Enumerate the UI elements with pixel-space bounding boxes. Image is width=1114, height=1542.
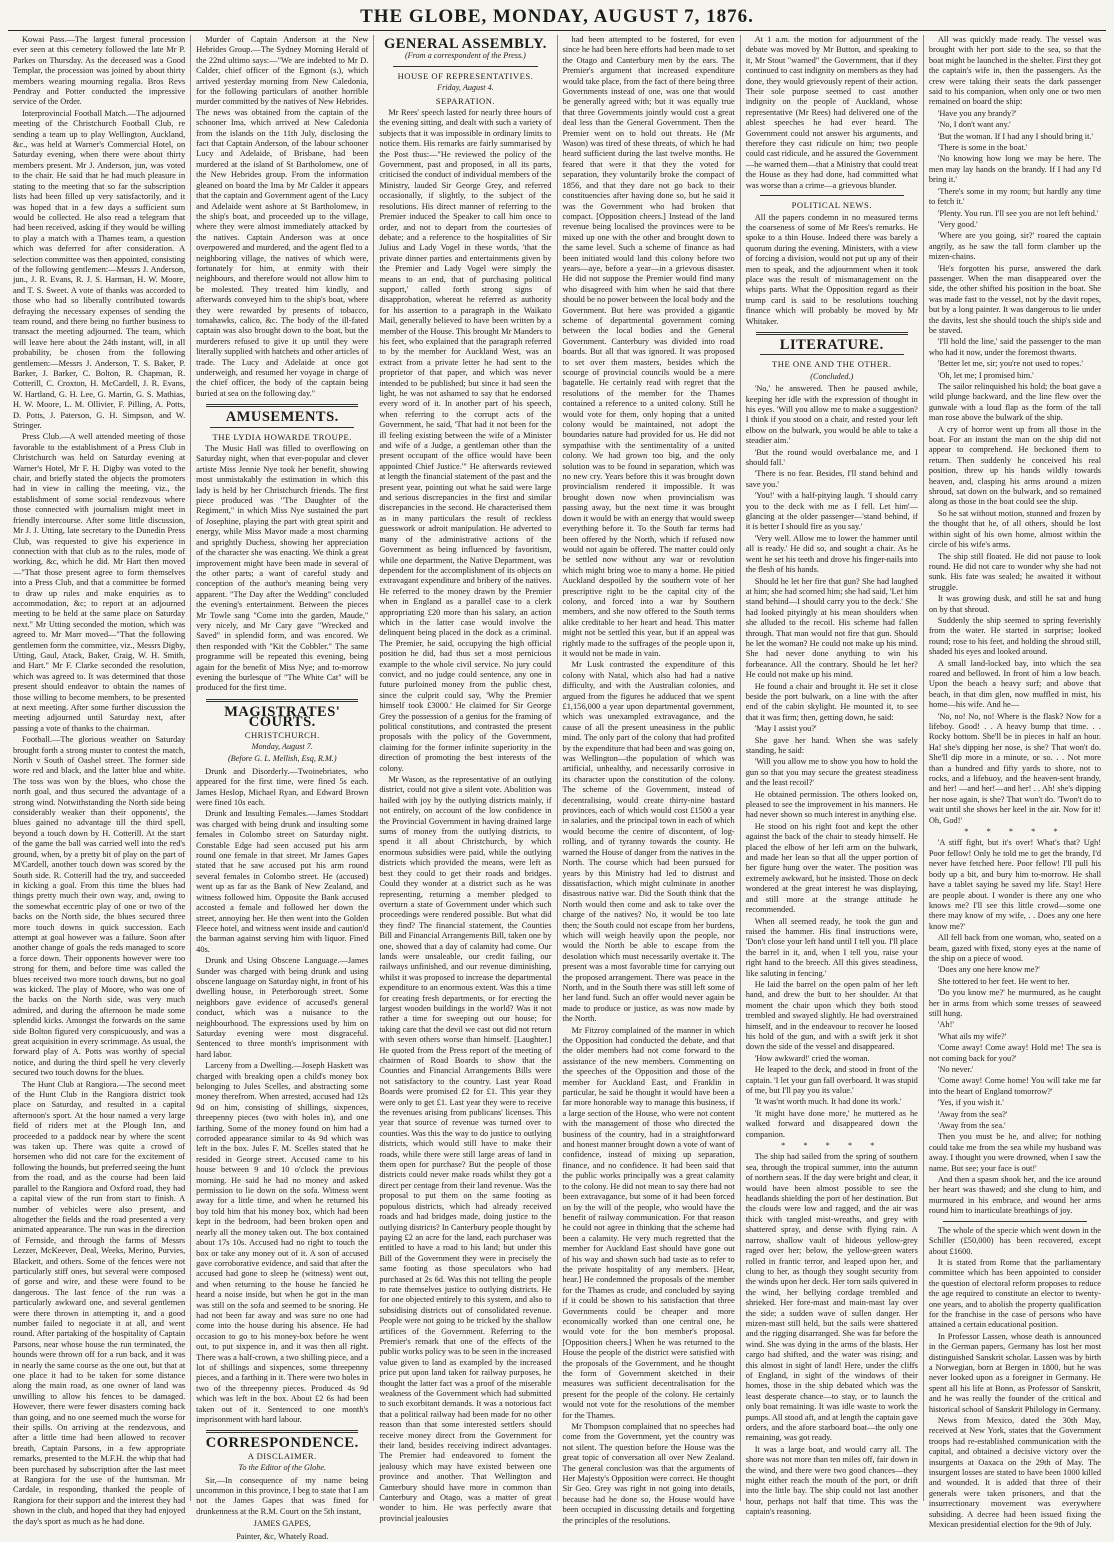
story-paragraph: 'He's forgotten his purse, answered the dark passenger. When the man disappeared over the side, the other shifted his position in the boat. She was made fast to the vessel, not by the davit ropes, but by a long painter. It was dangerous to lie under the davits, lest she should touch the ship's side and be staved. xyxy=(928,263,1102,335)
divider xyxy=(760,354,904,355)
news-mexico: News from Mexico, dated the 30th May, received at New York, states that the Government troops had re-established communication with the capital, and obtained a decisive victory over the insurgents at Oaxaca on the 29th of May. The insurgent losses are stated to have been 1000 killed and wounded. It is added that three of their generals were taken prisoners, and that the insurrectionary movement was everywhere subsiding. A decree had been issued fixing the Mexican presidential election for the 9th of July. xyxy=(928,1416,1102,1530)
story-paragraph: The ship still floated. He did not pause to look round. He did not care to wonder why she had not sunk. His fate was sealed; he awaited it without struggle. xyxy=(928,551,1102,592)
story-paragraph: A cry of horror went up from all those in the boat. For an instant the man on the ship did not appear to comprehend. He beckoned them to return. Then suddenly he conceived his real position, threw up his hands wildly towards heaven, and, clasping his arms around a mizen shroud, sat down on the bulwark, and so remained along as those in the boat could see the ship. xyxy=(928,424,1102,507)
story-paragraph: And then a spasm shook her, and the ice around her heart was thawed; and she clung to him, and murmured in his embrace, and wound her arms round him to inarticulate breathings of joy. xyxy=(928,1175,1102,1216)
story-paragraph: Then you must be he, and alive; for nothing could take me from the sea while my husband was away. I thought you were drowned, when I saw the name. But see; your face is out!' xyxy=(928,1132,1102,1173)
court-drunk-disorderly: Drunk and Disorderly.—Twoinebriates, who appeared for the first time, were fined 5s each. James Heslop, Michael Ryan, and Edward Brown were fined 10s each. xyxy=(196,766,369,808)
story-paragraph: 'There's some in my room; but hardly any time to fetch it.' xyxy=(928,186,1102,207)
story-paragraph: 'But the round would overbalance me, and I should fall.' xyxy=(745,447,918,468)
story-title: THE ONE AND THE OTHER. xyxy=(772,359,892,370)
story-paragraph: 'Come away! Come away! Hold me! The sea is not coming back for you?' xyxy=(928,1043,1102,1063)
story-paragraph: The sailor relinquished his hold; the boat gave a wild plunge backward, and the line flew over the gunwale with a loud flap as the form of the tall man rose above the bulwark of the ship. xyxy=(928,382,1102,423)
section-heading-amusements: AMUSEMENTS. xyxy=(225,409,339,426)
subheading-christchurch: CHRISTCHURCH. xyxy=(244,729,320,740)
story-paragraph: He leaped to the deck, and stood in front of the captain. 'I let your gun fall overboard. It was stupid of me, but I'll pay you its value.' xyxy=(745,1065,918,1095)
masthead: THE GLOBE, MONDAY, AUGUST 7, 1876. xyxy=(8,4,1106,31)
column-5 xyxy=(741,35,924,1517)
adjournment-debate: At 1 a.m. the motion for adjournment of the debate was moved by Mr Button, and speaking to it, Mr Stout "warned" the Government, that if they continued to cast indignity on members as they had done, they would grievously repent of their action. Their sole purpose seemed to cast another indignity on the people of Auckland, whose representative (Mr Rees) had delivered one of the ablest speeches he had ever heard. The Government could not answer his arguments, and therefore they cast ridicule on him; two people could cast ridicule, and he assured the Government—he warned them—that a Ministry that could treat the House as they had done, had committed what was worse than a crime—a grievous blunder. xyxy=(745,35,918,190)
speech-fitzroy: Mr Fitzroy complained of the manner in which the Opposition had conducted the debate, and that the older members had not come forward to the assistance of the new members. Commenting on the speeches of the Opposition and those of the member for Auckland East, and Franklin in particular, he said he thought it would have been a far more honorable way to manage this business, if a large section of the House, who were not content with the management of those who directed the business of the country, had in a straightforward and honest manner brought down a vote of want of confidence, instead of mixing up separation, finance, and no confidence. It had been said that the public works principally was a great calamity to the colony. He did not mean to say there had not been extravagance, but some of it had been forced on by the will of the people, who would have the benefit of railway communication. For that reason he could not agree in thinking that the scheme had been a calamity. He very much regretted that the member for Auckland East should have gone out of his way and shown such bad taste as to refer to the private hospitality of any members. [Hear, hear.] He condemned the proposals of the member for the Thames as crude, and concluded by saying if it could be shown to his satisfaction that three Governments could be cheaper and more economically worked than one central one, he would vote for the bon member's proposal. [Opposition cheers.] When he was returned to the House the people of the district were satisfied with the proposals of the Government, and he thought the form of Government sketched in their measures was sufficient decentralisation for the present for the people of the colony. He certainly would not vote for the resolutions of the member for the Thames. xyxy=(562,1025,735,1420)
story-paragraph: 'But the woman. If I had any I should bring it.' xyxy=(937,131,1093,141)
column-3 xyxy=(374,35,557,1523)
column-6 xyxy=(924,35,1106,1530)
column-4 xyxy=(558,35,741,1525)
story-paragraph: 'Where are you going, sir?' roared the captain angrily, as he saw the tall form clamber up the mizen-chains. xyxy=(928,231,1102,262)
article-kowai-pass: Kowai Pass.—The largest funeral procession ever seen at this cemetery followed the late Mr P. Parkes on Thursday. As the deceased was a Good Templar, the procession was joined by about thirty members wearing mourning regalia. Bros Revs Pendray and Potter conducted the impressive service of the Order. xyxy=(13,35,186,107)
court-larceny: Larceny from a Dwelling.—Joseph Haskett was charged with breaking open a child's money box belonging to Jules Scelles, and abstracting some money therefrom. When arrested, accused had 12s 9d on him, consisting of shillings, sixpences, threepenny pieces (two with holes in), and one farthing. Some of the money found on him had a corroded appearance similar to 4s 9d which was left in the box. Jules F. M. Scelles stated that he resided in George street. Accused came to his house between 9 and 10 o'clock the previous morning. He said he had no money and asked permission to lie down on the sofa. Witness went away for a little time, and when he returned his boy told him that his money box, which had been kept in the bedroom, had been broken open and nearly all the money taken out. The box contained about 17s 10s. Accused had no right to touch the box or take any money out of it. A son of accused gave corroborative evidence, and said that after the accused had gone to sleep he (witness) went out, and when returning to the house he fancied he heard a noise inside, but when he got in the man was still on the sofa and seemed to be snoring. He had not been far away and was sure no one had come into the house during his absence. He had occasion to go to his money-box before he went out, to put sixpence in, and it was then all right. There was a half-crown, a two shilling piece, and a lot of shillings and sixpences, some threepenny pieces, and a farthing in it. There were two holes in two of the threepenny pieces. Produced 4s 9d which was left in the box. About £2 6s had been taken out of it. Sentenced to one month's imprisonment with hard labour. xyxy=(196,1061,369,1424)
divider xyxy=(756,332,908,335)
story-paragraph: So he sat without motion, stunned and frozen by the thought that he, of all others, should be lost within sight of his own home, almost within the circle of his wife's arms. xyxy=(928,508,1102,550)
speech-lusk: Mr Lusk contrasted the expenditure of this colony with Natal, which also had had a native difficulty, and with the Australian colonies, and argued from the figures he adduced that we spent £1,156,000 a year upon departmental government, which was unexampled extravagance, and the cause of all the present uneasiness in the public mind. The only part of the colony that had profited by the expenditure that had been and was going on, was Wellington—the population of which was artificial, unhealthy, and necessarily corrosive in its character upon the constitution of the colony. The scheme of the Government, instead of decentralising, would create thirty-nine bastard provinces, each of which would cost £1500 a year in salaries, and the principal town in each of which would become the centre of discontent, of log-rolling, and of tyranny towards the county. He warned the House of danger from the natives in the North. The course which had been pursued for years by this Ministry had led to distrust and dissatisfaction, which might culminate in another disastrous native war. Did the South think that the North would then come and ask to take over the charge of the natives? No, it would be too late then; the South could not escape from her burdens, which will weigh heavily upon the people, nor would the North be able to escape from the desolation which must necessarily overtake it. The present was a most favorable time for carrying out the proposed arrangement. There was peace in the North, and in the South there was still left some of her land fund. Such an offer would never again be made to produce or justice, as was now made by the North. xyxy=(562,660,735,1024)
section-heading-general-assembly: GENERAL ASSEMBLY. xyxy=(383,36,547,52)
story-paragraph: 'Does any one here know me?' xyxy=(937,965,1040,975)
story-paragraph: 'Very good.' xyxy=(937,219,978,229)
story-paragraph: 'May I assist you?' xyxy=(754,724,817,734)
story-paragraph: 'It might have done more,' he muttered as he walked forward and disappeared down the companion. xyxy=(745,1108,918,1139)
subheading-house: HOUSE OF REPRESENTATIVES. xyxy=(397,70,534,81)
story-paragraph: 'Oh, let me; I promised him.' xyxy=(937,370,1034,380)
divider xyxy=(206,1430,358,1433)
story-paragraph: 'There is no fear. Besides, I'll stand behind and save you.' xyxy=(745,469,918,489)
story-paragraph: 'Away from the sea?' xyxy=(937,1109,1008,1119)
to-editor: To the Editor of the Globe. xyxy=(238,1463,326,1473)
subheading-troupe: THE LYDIA HOWARDE TROUPE. xyxy=(212,431,352,442)
story-paragraph: It was growing dusk, and still he sat and hung on by that shroud. xyxy=(928,594,1102,614)
article-press-club: Press Club.—A well attended meeting of those favorable to the establishment of a Press Club in Christchurch was held on Saturday evening at Warner's Hotel, Mr F. H. Digby was voted to the chair, and briefly stated the objects the promoters had in view in calling the meeting, viz., the establishment of some social rendezvous where those connected with journalism might meet in friendly intercourse. After some little discussion, Mr J. J. Utting, late secretary to the Dunedin Press Club, was requested to give his experience in connection with that club as to the rules, mode of working, &c, which he did. Mr Hart then moved—"That those present agree to form themselves into a Press Club, and that a committee be formed to draw up rules and make enquiries as to accommodation, &c; to report at an adjourned meeting to be held at the same place on Saturday next." Mr Utting seconded the motion, which was agreed to. Mr Marr moved—"That the following gentlemen form the committee, viz., Messrs Digby, Utting, Gaul, Atack, Baker, Craig, W. H. Smith, and Hart." Mr F. Clarke seconded the resolution, which was agreed to. It was determined that those present should endeavor to obtain the names of those willing to become members, to be presented at next meeting. After some further discussion the meeting adjourned until Saturday next, after passing a vote of thanks to the chairman. xyxy=(13,432,186,733)
byline: (From a correspondent of the Press.) xyxy=(404,51,526,61)
speech-wason-continued: had been attempted to be fostered, for even since he had been here efforts had been made to set the Otago and Canterbury men by the ears. The Premier's argument that increased expenditure would take place, from the fact of there being three Governments instead of one, was one that would be generally agreed with; but it was equally true that three Governments jointly would cost a great deal less than the General Government. Then the Premier went on to hold out threats. He (Mr Wason) was tired of these threats, of which he had heard sufficient during the last twelve months. He feared that were it that they the voted for separation, they voluntarily broke the compact of 1856, and that they dare not go back to their constituencies after having done so, but he said it was the Government who had broken that compact. [Opposition cheers.] Instead of the land revenue being localised the provinces were to be mixed up one with the other and brought down to the same level. Such a scheme of finance as had been initiated would land this colony before two years—aye, before a year—in a grievous disaster. He did not suppose the Premier would find many who disagreed with him when he said that there should be no power between the local body and the Government. But here was provided a gigantic scheme of departmental government coming between the local bodies and the General Government. Canterbury was divided into road boards. But all that was ignored. It was proposed to set over them masters, besides which the scourge of provincial councils would be a mere bagatelle. He certainly read with regret that the resolutions of the member for the Thames contained a reference to a united colony. Still he would vote for them, only hoping that a united colony would be maintained, not adopt the boundaries nature had provided for us. He did not sympathise with the sentimentality of a united colony. We had grown too big, and the only solution was to be found in separation, which was no new cry. Years before this it was brought down provincialism rendered it impossible. It was brought down now when provincialism was passing away, but the next time it was brought down it would be with an energy that would sweep everything before it. To the South far terms had been offered by the North, which if refused now would not again be offered. The matter could only be settled now without any war or revolution which might bring woe to many a home. He pitied Auckland despoiled by the southern vote of her prescriptive right to be the capital city of the colony, and forced into a war by Southern members, and she now offered to the South terms alike creditable to her heart and head. This matter might not be settled this year, but if an appeal was rightly made to the suffrages of the people upon it, it would not be made in vain. xyxy=(562,35,735,658)
story-paragraph: 'Have you any brandy?' xyxy=(937,108,1017,118)
story-paragraph: All was quickly made ready. The vessel was brought with her port side to the sea, so that the boat might be launched in the shelter. First they got the captain's wife in, then the passengers. As the crew were taking their seats the dark passenger said to his companion, when only one or two men remained on board the ship: xyxy=(928,35,1102,107)
story-paragraph: 'No never.' xyxy=(937,1065,974,1074)
divider xyxy=(210,427,354,428)
story-paragraph: 'Yes, if you wish it.' xyxy=(937,1098,1004,1108)
story-paragraph: 'Will you allow me to show you how to hold the gun so that you may secure the greatest steadiness and the least recoil?' xyxy=(745,757,918,788)
article-murder-anderson: Murder of Captain Anderson at the New Hebrides Group.—The Sydney Morning Herald of the 22nd ultimo says:—"We are indebted to Mr D. Calder, chief officer of the Egmont (s.), which arrived yesterday morning from New Caledonia, for the following particulars of another horrible murder committed by the natives of New Hebrides. The news was obtained from the captain of the schooner Ima, which arrived at New Caledonia from the islands on the 11th July, disclosing the fact that Captain Anderson, of the labour schooner Lucy and Adelaide, of Brisbane, had been murdered at the island of St Bartholomew, one of the New Hebrides group. From the information gleaned on board the Ima by Mr Calder it appears that the captain and Government agent of the Lucy and Adelaide went ashore at St Bartholomew, in the ship's boat, and proceeded up to the village, where they were almost immediately attacked by the natives. Captain Anderson was at once overpowered and murdered, and the agent fled to a neighboring village, the natives of which were, fortunately for him, at enmity with their neighbours, and therefore would not allow him to be molested. They treated him kindly, and afterwards conveyed him to the ship's boat, where they were rewarded by presents of tobacco, tomahawks, calico, &c. The body of the ill-fated captain was also brought down to the boat, but the murderers refused to give it up until they were literally supplied with hatchets and other articles of trade. The Lucy and Adelaide at once got underweigh, and resumed her voyage in charge of the chief officer, the body of the captain being buried at sea on the following day." xyxy=(196,35,369,398)
story-paragraph: 'I'll hold the line,' said the passenger to the man who had it now, under the foremost thwarts. xyxy=(928,337,1102,357)
story-paragraph: 'Come away! Come home! You will take me far into the heart of England tomorrow?' xyxy=(928,1076,1102,1096)
divider xyxy=(393,66,537,67)
story-paragraph: 'No,' he answered. Then he paused awhile, keeping her idle with the expression of thought in his eyes. 'Will you allow me to make a suggestion? I think if you stood on a chair, and rested your left elbow on the bulwark, you would be able to take a steadier aim.' xyxy=(745,384,918,446)
court-date: Monday, August 7. xyxy=(251,742,313,751)
divider xyxy=(760,195,904,196)
column-1 xyxy=(8,35,191,1526)
story-paragraph: 'Do you know me?' he murmured, as he caught her in arms from which some tresses of seaweed still hung. xyxy=(928,988,1102,1018)
story-paragraph: A small land-locked bay, into which the sea roared and bellowed. In front of him a low beach. Upon the beach a heavy surf; and above that beach, in that dim glen, now muffled in mist, his home—his wife. And he— xyxy=(928,658,1102,710)
article-hunt-club: The Hunt Club at Rangiora.—The second meet of the Hunt Club in the Rangiora district took place on Saturday, and resulted in a capital afternoon's sport. At the hour named a very large field of riders met at the Plough Inn, and proceeded to a paddock near by where the scent was taken up. There was quite a crowd of horsemen who did not care for the excitement of following the hounds, but preferred seeing the hunt from the road, and as the course had been laid parallel to the Rangiora and Oxford road, they had a capital view of the run from start to finish. A number of vehicles were also present, and altogether the fields and the road presented a very animated appearance. The run was in the direction of Fernside, and through the farms of Messrs Lezzer, McKeever, Deal, Weeks, Merino, Purvies, Blackett, and others. Some of the fences were not particularly stiff ones, but several were composed of gorse and wire, and these were found to be dangerous. The last fence of the run was a particularly awkward one, and several gentlemen were there thrown in attempting it, and a good number failed to negociate it at all, and went round. After partaking of the hospitality of Captain Parsons, near whose house the run terminated, the hounds were thrown off for a run back, and it was in nearly the same course as the one out, but that at one place it had to be taken for some distance along the main road, as one owner of land was unwilling to allow his fences to be damaged. However, there were fewer disasters coming back than going, and no one seemed much the worse for their spills. On arriving at the rendezvous, and after a little time had been allowed to recover breath, Captain Parsons, in a few appropriate remarks, presented to the M.F.H. the whip that had been purchased by subscription after the last meet at Rangiora for the use of the huntsman. Mr Cardale, in responding, thanked the people of Rangiora for their support and the interest they had shown in the club, and hoped that they had enjoyed the day's sport as much as he had done. xyxy=(13,1079,186,1526)
court-obscene-language: Drunk and Using Obscene Language.—James Sunder was charged with being drunk and using obscene language on Saturday night, in front of his dwelling house, in Peterborough street. Some neighbors gave evidence of accused's general conduct, which was a nuisance to the neighbourhood. The expressions used by him on Saturday evening were most disgraceful. Sentenced to three month's imprisonment with hard labor. xyxy=(196,956,369,1059)
divider xyxy=(206,699,358,702)
court-before: (Before G. L. Mellish, Esq, R.M.) xyxy=(227,754,337,764)
story-paragraph: She tottered to her feet. He went to her. xyxy=(937,976,1070,986)
article-music-hall: The Music Hall was filled to overflowing on Saturday night, when that ever-popular and clever artiste Miss Jennie Nye took her benefit, showing most unmistakably the estimation in which this lady is held by her Christchurch friends. The first piece produced was "The Daughter of the Regiment," in which Miss Nye sustained the part of Josephine, playing the part with great spirit and energy, while Miss Mavor made a most charming and sprightly Duchess, showing her appreciation of the character she was enacting. We think a great improvement might have been made in several of the other parts; a want of careful study and conception of the author's meaning being very apparent. "The Day after the Wedding" concluded the evening's entertainment. Between the pieces Mr Towle sang "Come into the garden, Maude," very nicely, and Mr Cary gave "Wrecked and Saved" in splendid form, and was encored. We then responded with "Kit the Cobbler." The same programme will be repeated this evening, being again for the benefit of Miss Nye; and to-morrow evening the burlesque of "The White Cat" will be produced for the first time. xyxy=(196,444,369,693)
story-paragraph: Suddenly the ship seemed to spring feverishly from the water. He started in surprise; looked round; rose to his feet, and holding the shroud still, shaded his eyes and looked around. xyxy=(928,615,1102,657)
story-paragraph: He stood on his right foot and kept the other against the back of the chair to steady himself. He placed the elbow of her left arm on the bulwark, and made her lean so that all the upper portion of her figure hung over the water. The position was extremely awkward, but he insisted. Those on deck wondered at the great interest he was displaying, and still more at the strange attitude he recommended. xyxy=(745,821,918,915)
story-paragraph: She gave her hand. When she was safely standing, he said: xyxy=(745,735,918,755)
speech-thompson: Mr Thompson complained that no speeches had come from the Government, yet the country was not silent. The question before the House was the great topic of conversation all over New Zealand. The general conclusion was that the arguments of Her Majesty's Opposition were correct. He thought Sir Geo. Grey was right in not going into details, because had he done so, the House would have been occupied in discussing details and forgetting the principles of the resolutions. xyxy=(562,1422,735,1525)
story-paragraph: He obtained permission. The others looked on, pleased to see the improvement in his manners. He had never shown so much interest in anything else. xyxy=(745,789,918,820)
letter-signature: JAMES GAPES, xyxy=(253,1519,311,1529)
story-paragraph: 'What ails my wife?' xyxy=(937,1031,1007,1041)
article-football: Football.—The glorious weather on Saturday brought forth a strong muster to contest the match, North v South of Oashel street. The former side wore red and black, and the latter blue and white. The toss was won by the blues, who chose the north goal, and thus secured the advantage of a strong wind. Notwithstanding the North side being considerably weaker than their opponents', the blues gained no advantage till the third spell, beyond a touch down by H. Cotterill. At the start of the game the ball was carried well into the red's ground, when, by a pretty bit of play on the part of M'Cardell, another touch down was scored by the South side. R. Cotterill had the try, and succeeded in kicking a goal. From this time the blues had things pretty much their own way, and, owing to the somewhat eccentric play of one or two of the backs on the North side, the blues secured three more touch downs in quick succession. Each attempt at goal however was a failure. Soon after another change of goals the reds managed to score a force down. Their opponents however were too strong for them, and before time was called the blues received two more touch downs, but no goal was kicked. The play of Moore, who was one of the backs on the North side, was very much admired, and during the afternoon he made some splendid kicks. Amongst the forwards on the same side Bolton figured very conspicuously, and was a great acquisition in every scrimmage. As usual, the forward play of A. Potts was worthy of special notice, and during the third spell he very cleverly secured two touch downs for the blues. xyxy=(13,735,186,1078)
subheading-political-news: POLITICAL NEWS. xyxy=(791,200,872,211)
story-concluded: (Concluded.) xyxy=(810,371,854,381)
speech-rees: Mr Rees' speech lasted for nearly three hours of the evening sitting, and dealt with such a variety of subjects that it was impossible in ordinary limits to notice them. His remarks are fairly summarised by the Post thus:—"He reviewed the policy of the Government, past and proposed, in all its parts, criticised the conduct of individual members of the Ministry, lauded Sir George Grey, and referred occasionally, if slightly, to the subject of the resolutions. His direct manner of referring to the Premier induced the Speaker to call him once to order, and not to depart from the courtesies of debate; and a reference to the hospitalities of Sir Julius and Lady Vogel in these words, 'that the private dinner parties and entertainments given by the Premier and Lady Vogel were simply the means to an end, that of purchasing political support,' called forth strong signs of disapprobation, whereat he referred as authority for his assertion to a paragraph in the Waikato Mail, generally believed to have been written by a member of the House. This brought Mr Manders to his feet, who explained that the paragraph referred to by the member for Auckland West, was an extract from a private letter he had sent to the proprietor of that paper, and which was never intended to be published; but since it had seen the light, he was not ashamed to say that he endorsed every word of it. In another part of his speech, when referring to the corrupt acts of the Government, he said, 'That had it not been for the ill feeling existing between the wife of a Minister and wife of a Judge, a gentleman other than the present occupant of the office would have been appointed Chief Justice.'" He afterwards reviewed at length the financial statement of the past and the present year, pointing out what he said were large and serious discrepancies in the first and similar discrepancies in the second. He characterised them as in many particulars the result of reckless guesswork or adroit manipulation. He adverted to many of the administrative actions of the Government as being influenced by favoritism, while one department, the Native Department, was dependent for the accomplishment of its objects on extravagant expenditure and bribery of the natives. He referred to the money drawn by the Premier when in England as a parallel case to a clerk appropriating £20 more than his salary, an action which in the latter case would involve the delinquent being placed in the dock as a criminal. The Premier, he said, occupying the high official position he did, had thus set a most pernicious example to the whole civil service. No jury could convict, and no judge could sentence, any one in future purloined money from the public chest, since the culprit could say, 'Why the Premier himself took £3000.' He claimed for Sir George Grey the possession of a genius for the framing of political constitutions, and contrasted the present proposals with the policy of the Government, claiming for the former infinite superiority in the direction of promoting the best interests of the colony. xyxy=(379,108,552,773)
column-2 xyxy=(191,35,374,1541)
news-rome-reform: It is stated from Rome that the parliamentary committee which has been appointed to consider the question of electoral reform proposes to reduce the age required to constitute an elector to twenty-one years, and to abolish the property qualification for the franchise in the case of persons who have attained a certain educational position. xyxy=(928,1257,1102,1330)
story-paragraph: 'It was'nt worth much. It had done its work.' xyxy=(754,1097,902,1107)
story-paragraph: He laid the barrel on the open palm of her left hand, and drew the butt to her shoulder. At that moment the chair upon which they both stood trembled and swayed slightly. He had overstrained himself, and in the endeavour to recover he loosed his hold of the gun, and with a swift jerk it shot down the side of the vessel and disappeared. xyxy=(745,979,918,1052)
story-paragraph: 'Away from the sea.' xyxy=(937,1121,1006,1131)
story-paragraph: 'Very well. Allow me to lower the hammer until all is ready.' He did so, and sought a chair. As he went he set his teeth and drove his finger-nails into the flesh of his hands. xyxy=(745,533,918,575)
story-paragraph: When all seemed ready, he took the gun and raised the hammer. His final instructions were, 'Don't close your left hand until I tell you. I'll place the barrel in it, and, when I tell you, raise your right hand to the breech. All this gives steadiness, like saluting in fencing.' xyxy=(745,916,918,978)
story-paragraph: It was a large boat, and would carry all. The shore was not more than ten miles off, fair down in the wind, and there were two good chances—they might either reach the mouth of the port, or drift into the little bay. The ship could not last another hour, perhaps not half that time. This was the captain's reasoning. xyxy=(745,1444,918,1517)
section-heading-correspondence: CORRESPONDENCE. xyxy=(205,1435,359,1452)
section-heading-literature: LITERATURE. xyxy=(779,336,884,353)
story-paragraph: The ship had sailed from the spring of southern sea, through the tropical summer, into the autumn of northern seas. If the day were bright and clear, it would have been almost possible to see the headlands shielding the port of her destination. But the clouds were low and ragged, and the air was thick with tangled mist-wreaths, and grey with shattered spray, and dense with flying rain. A narrow, shallow vault of hideous yellow-grey raged over her; below, the yellow-green waters rolled in frantic terror, and leaped upon her, and clung to her, as though they sought security from the winds upon her deck. Her torn sails quivered in the wind, her bellying cordage trembled and shrieked. Her fore-mast and main-mast lay over the side; a sudden wave of sullen danger. Her mizen-mast still held, but the sails were shattered and the rigging disarranged. She was far before the wind. She was dying in the arms of the blasts. Her cargo had shifted, and the water was rising; and this almost in sight of land! Here, under the cliffs of England, in sight of the windows of their homes, those in the ship debated which was the least desperate chance—to stay, or to launch the only boat remaining. It was idle waste to work the pumps. All stood aft, and at length the captain gave orders, and the afore starboard boat—the only one remaining, was got ready. xyxy=(745,1152,918,1443)
divider xyxy=(943,1221,1087,1222)
story-paragraph: 'Better let me, sir; you're not used to ropes.' xyxy=(937,359,1083,369)
story-paragraph: 'Ah!' xyxy=(937,1020,954,1030)
story-paragraph: 'No, no! No, no! Where is the flask? Now for a lifeboy. Good! . . A heavy bump that time. . . Rocky bottom. She'll be in pieces in half an hour. Ha! she's dipping her nose, is she? That won't do. She'll dip more in a minute, or so. . . Not more than a hundred and fifty yards to shore, not to rocks, and a lifebuoy, and the heaven-sent brandy, and her! —and her!—and her! . . Ah! she's dipping her nose again, is she? That won't do. 'Twon't do to wait until she shows her keel in the air. Now for it! Oh, God!' xyxy=(928,711,1102,825)
subheading-separation: SEPARATION. xyxy=(435,95,496,106)
story-paragraph: 'No, I don't want any.' xyxy=(937,120,1011,130)
subheading-disclaimer: A DISCLAIMER. xyxy=(247,1450,317,1461)
story-paragraph: Should he let her fire that gun? She had laughed at him; she had scorned him; she had said, 'Let him stand behind—I should carry you to the deck.' She had looked pityingly at his mean shoulders when she alluded to the recoil. His scheme had fallen through. That man would not fire that gun. Should he let the woman? He could not make up his mind. She had never done anything to win his forbearance. All the contrary. Should he let her? He could not make up his mind. xyxy=(745,576,918,680)
divider xyxy=(206,404,358,407)
story-paragraph: 'No knowing how long we may be here. The men may lay hands on the brandy. If I had any I'd bring it.' xyxy=(928,154,1102,185)
article-interprovincial-football: Interprovincial Football Match.—The adjourned meeting of the Christchurch Football Club, re sending a team up to play Wellington, Auckland, &c., was held at Warner's Commercial Hotel, on Saturday evening, when there were about thirty members present. Mr J. Anderson, jun, was voted to the chair. He said that he had much pleasure in stating to the meeting that so far the subscription lists had been filled up very satisfactorily, and it was hoped that in a few days a sufficient sum would be collected. He also read a telegram that had been received, asking if they would be willing to play a match with a Thames team, a question which was deferred for after consideration. A selection committee was then appointed, consisting of the following gentlemen:—Messrs J. Anderson, jun., J. R. Evans, R. J. S. Harman, H. W. Moore, and T. S. Sweet. A vote of thanks was accorded to those who had so liberally contributed towards defraying the necessary expenses of sending the team round, and there being no further business to transact the meeting adjourned. The team, which will leave here about the 24th instant, will, in all probability, be chosen from the following gentlemen:—Messrs J. Anderson, T. S. Baker, P. Barker, J. Barker, C. Bolton, R. Chapman, R. Cotterill, C. Croxton, H. McCardell, J. R. Evans, W. Hartland, G. H. Lee, G. Martin, G. S. Mathias, H. W. Moore, L. M. Ollivier, F. Pilling, A. Potts, D. Potts, J. Paterson, G. H. Simpson, and W. Stringer. xyxy=(13,108,186,431)
assembly-date: Friday, August 4. xyxy=(437,83,494,93)
story-paragraph: 'A stiff fight, but it's over! What's that? Ugh! Poor fellow! Only he told me to get the brandy, I'd never have fetched here. Poor fellow! I'll pull his body up a bit, and bury him to-morrow. He shall have a tablet saying he saved my life. Stay! Here are people about. I wonder is there any one who knows me? I'll see this little crowd—some one there may know of my wife, . . Does any one here know me?' xyxy=(928,838,1102,931)
letter-body: Sir,—In consequence of my name being uncommon in this province, I beg to state that I am not the James Gapes that was fined for drunkenness at the R.M. Court on the 5th instant, xyxy=(196,1475,369,1516)
news-lassen: In Professor Lassen, whose death is announced in the German papers, Germany has lost her most distinguished Sanskrit scholar. Lassen was by birth a Norwegian, born at Bergen in 1800, but he was never looked upon as a foreigner in Germany. He spent all his life at Bonn, as Professor of Sanskrit, and he was really the founder of the critical and historical school of Sanskrit Philology in Germany. xyxy=(928,1331,1102,1414)
story-paragraph: 'Plenty. You run. I'll see you are not left behind.' xyxy=(937,208,1099,218)
section-heading-magistrates: MAGISTRATES' COURTS. xyxy=(224,703,341,731)
story-paragraph: All fell back from one woman, who, seated on a beam, gazed with fixed, stony eyes at the name of the ship on a piece of wood. xyxy=(928,933,1102,963)
story-paragraph: 'There is some in the boat.' xyxy=(937,143,1028,153)
speech-wason: Mr Wason, as the representative of an outlying district, could not give a silent vote. Abolition was hailed with joy by the outlying districts mainly, if not entirely, on account of the low confidence in the Provincial Government in having drained large sums of money from the outlying districts, to spend it all about Christchurch, by which enormous subsidies were paid, while the outlying districts which provided the means, were left as best they could to get their roads and bridges. Could they wonder at a district such as he was representing, returning a member pledged to overturn a state of Government under which such proceedings were rendered possible. But what did they find? The financial statement, the Counties Bill and Financial Arrangements Bill, taken one by one, showed that a day of calamity had come. Our lands were unsaleable, our credit failing, our railways unfinished, and our revenue diminishing, whilst it was proposed to increase the departmental expenditure to an enormous extent. Was this a time for creating fresh departments, or for erecting the largest wooden buildings in the world? Was it not rather a time for sweeping out our house; for taking care that the devil we cast out did not return with seven others worse than himself. [Laughter.] He quoted from the Press report of the meeting of chairmen of Road Boards to show that the Counties and Financial Arrangements Bills were not satisfactory to the country. Last year Road Boards were promised £2 for £1. This year they were only to get £1. Last year they were to receive the revenues arising from publicans' licenses. This year that source of revenue was turned over to counties. Was this the way to do justice to outlying districts, which would still have to make their roads, while there were still large areas of land in them open for purchase? But the people of those districts could never make roads whilst they got a direct per centage from their land revenue. Was the proposal to put them on the same footing as populous districts, which had already received roads and had bridges made, doing justice to the outlying districts? In Canterbury people thought by paying £2 an acre for the land, each purchaser was entitled to have a road to his land; but under this Bill of the Government they were in precisely the same footing as those speculators who had purchased at 2s 6d. Was this not telling the people to rate themselves justice to outlying districts. He for one objected entirely to this system, and also to subsidising districts out of consolidated revenue. People were not going to be tricked by the shallow artifices of the Government. Referring to the Premier's remark that one of the effects of the public works policy was to be seen in the increased value given to land as exampled by the increased price put upon land taken for railway purposes, he thought the latter fact was a proof of the miserable weakness of the Government which had submitted to such exorbitant demands. It was a notorious fact that a political railway had been made for no other reason than that some interested settlers should receive money direct from the Government for their land, besides receiving indirect advantages. The Premier had endeavored to foment the jealousy which may have existed between one province and another. That Wellington and Canterbury should have more in common than Canterbury and Otago, was a matter of great wonder to him. He was perfectly aware that provincial jealousies xyxy=(379,775,552,1523)
news-schiller: The whole of the specie which went down in the Schiller (£50,000) has been recovered, except about £1600. xyxy=(928,1225,1102,1256)
letter-address: Painter, &c, Whately Road. xyxy=(236,1531,329,1541)
story-paragraph: 'You!' with a half-pitying laugh. 'I should carry you to the deck with me as I fell. Let him'—glancing at the older passenger—'stand behind, if it is better I should fire as you say.' xyxy=(745,491,918,532)
story-paragraph: He found a chair and brought it. He set it close beside the port bulwark, on a line with the after end of the cabin skylight. He mounted it, to see that it was firm; then, getting down, he said: xyxy=(745,681,918,722)
court-insulting-females: Drunk and Insulting Females.—James Stoddart was charged with being drunk and insulting some females in Colombo street on Saturday night. Constable Edge had seen accused put his arm round one female in that street. Mr James Gapes stated that he saw accused put his arm round several females in Colombo street. He (accused) went up as far as the Bank of New Zealand, and witness followed him. Opposite the Bank accused accosted a female and followed her down the street, annoying her. He then went into the Golden Fleece hotel, and witness went inside and caution'd the barman against serving him with liquor. Fined 40s. xyxy=(196,809,369,954)
section-break: * * * * * xyxy=(781,1141,883,1151)
section-break: * * * * * xyxy=(964,827,1066,837)
story-paragraph: 'How awkward!' cried the woman. xyxy=(754,1053,870,1063)
political-news-body: All the papers condemn in no measured terms the coarseness of some of Mr Rees's remarks. He spoke to a thin House. Indeed there was barely a quorum during the evening. Ministers, with a view of forcing a division, would not put up any of their men to speak, and the adjournment when it took place was the result of mismanagement on the whips parts. What the Opposition regard as their trump card is said to be resolutions touching finance which will probably be moved by Mr Whitaker. xyxy=(745,212,918,326)
columns xyxy=(8,35,1106,1541)
